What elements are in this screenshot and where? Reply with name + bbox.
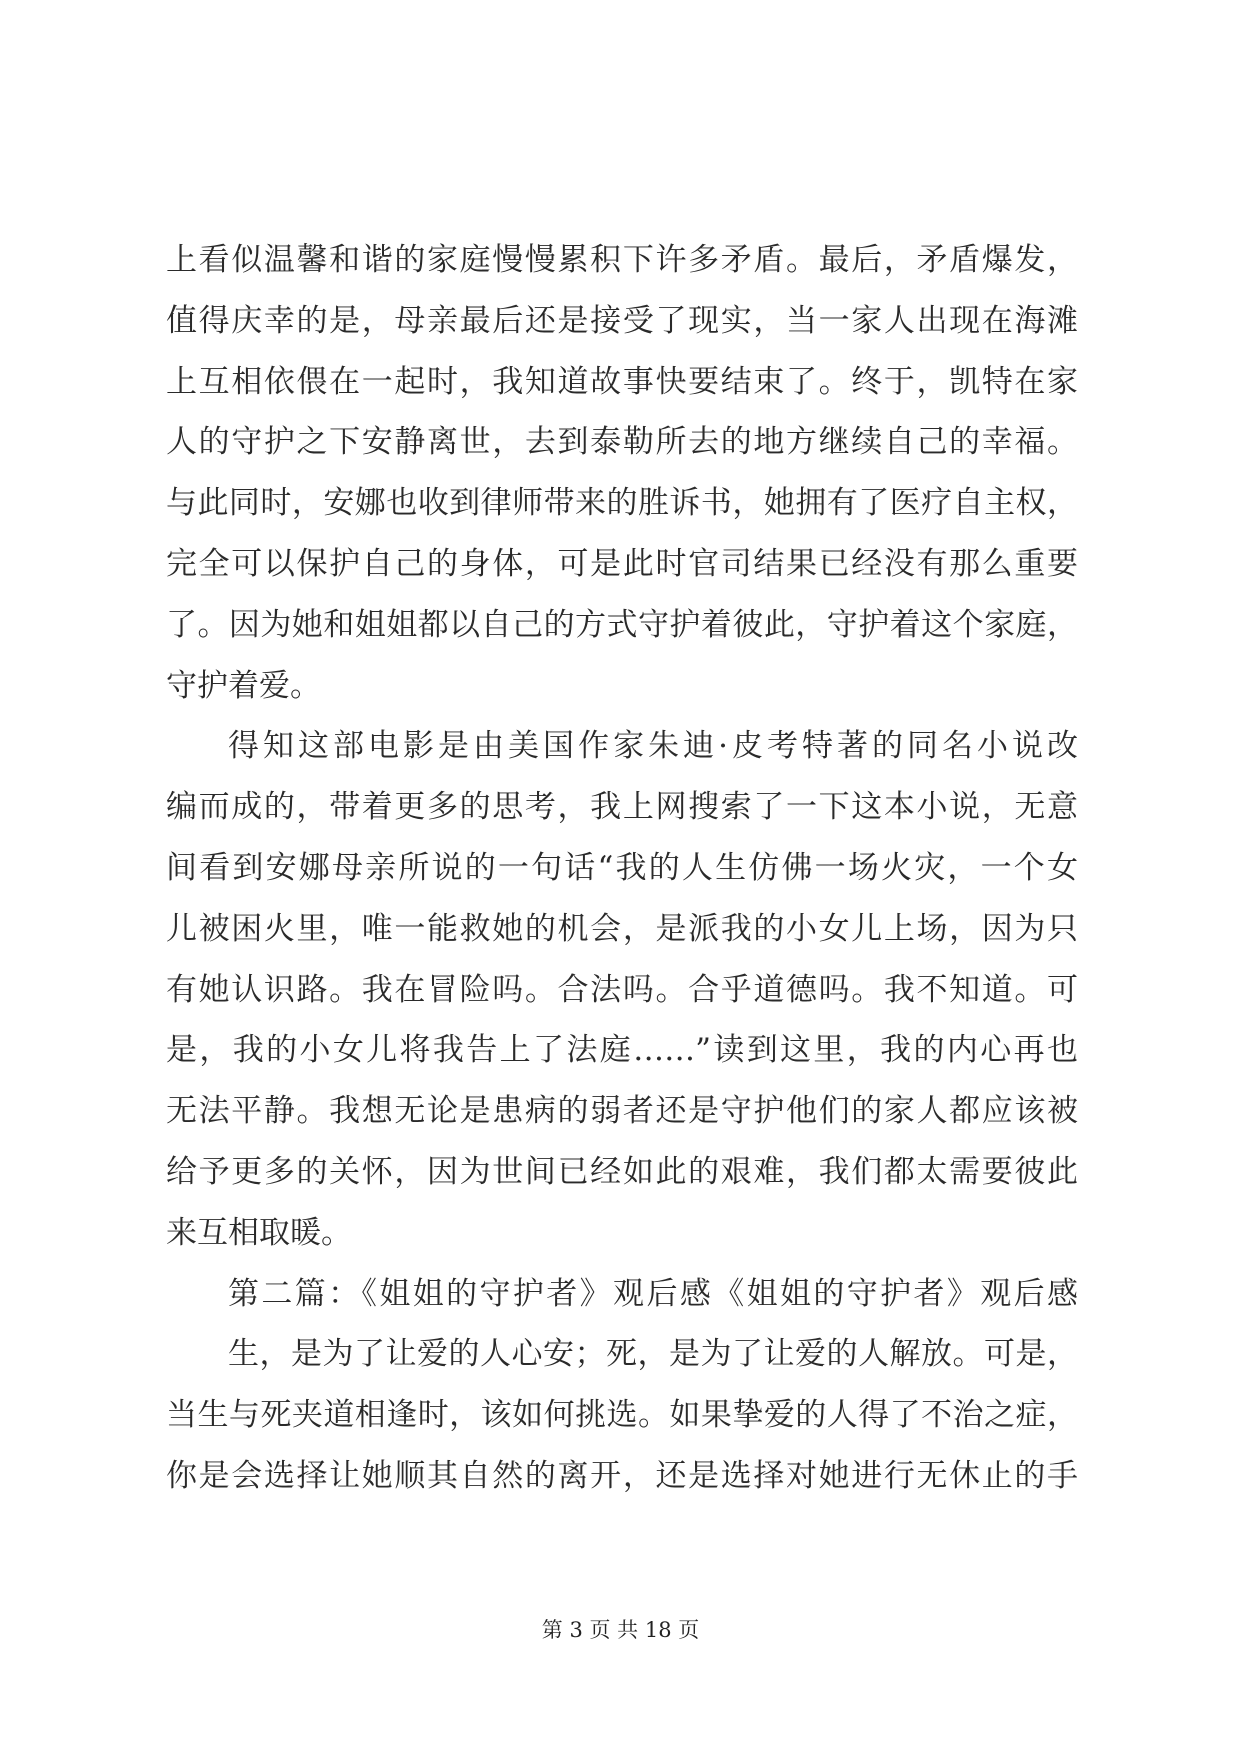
paragraph-start-line: 得知这部电影是由美国作家朱迪·皮考特著的同名小说改 [228, 728, 1078, 765]
text-line: 完全可以保护自己的身体，可是此时官司结果已经没有那么重要 [166, 545, 1078, 582]
text-line: 间看到安娜母亲所说的一句话“我的人生仿佛一场火灾，一个女 [166, 849, 1078, 886]
text-line: 给予更多的关怀，因为世间已经如此的艰难，我们都太需要彼此 [166, 1153, 1078, 1190]
body-text [166, 230, 1078, 1507]
text-line: 与此同时，安娜也收到律师带来的胜诉书，她拥有了医疗自主权， [166, 485, 1078, 522]
text-line: 是，我的小女儿将我告上了法庭……”读到这里，我的内心再也 [166, 1032, 1078, 1069]
text-line: 儿被困火里，唯一能救她的机会，是派我的小女儿上场，因为只 [166, 910, 1078, 947]
text-line: 你是会选择让她顺其自然的离开，还是选择对她进行无休止的手 [166, 1457, 1078, 1494]
text-line: 有她认识路。我在冒险吗。合法吗。合乎道德吗。我不知道。可 [166, 971, 1078, 1008]
text-line: 上看似温馨和谐的家庭慢慢累积下许多矛盾。最后，矛盾爆发， [166, 242, 1078, 278]
page-footer: 第 3 页 共 18 页 [541, 1618, 700, 1642]
paragraph-start-line: 生，是为了让爱的人心安；死，是为了让爱的人解放。可是， [228, 1336, 1078, 1373]
text-line: 无法平静。我想无论是患病的弱者还是守护他们的家人都应该被 [166, 1093, 1078, 1130]
text-line: 了。因为她和姐姐都以自己的方式守护着彼此，守护着这个家庭， [166, 606, 1078, 643]
text-line: 值得庆幸的是，母亲最后还是接受了现实，当一家人出现在海滩 [166, 302, 1078, 339]
section-heading-line: 第二篇：《姐姐的守护者》观后感《姐姐的守护者》观后感 [228, 1275, 1078, 1312]
text-line: 人的守护之下安静离世，去到泰勒所去的地方继续自己的幸福。 [166, 424, 1078, 461]
text-line: 守护着爱。 [166, 667, 321, 704]
text-line: 上互相依偎在一起时，我知道故事快要结束了。终于，凯特在家 [166, 363, 1078, 400]
text-line: 编而成的，带着更多的思考，我上网搜索了一下这本小说，无意 [166, 789, 1078, 826]
text-line: 来互相取暖。 [166, 1214, 352, 1251]
text-line: 当生与死夹道相逢时，该如何挑选。如果挚爱的人得了不治之症， [166, 1397, 1078, 1434]
